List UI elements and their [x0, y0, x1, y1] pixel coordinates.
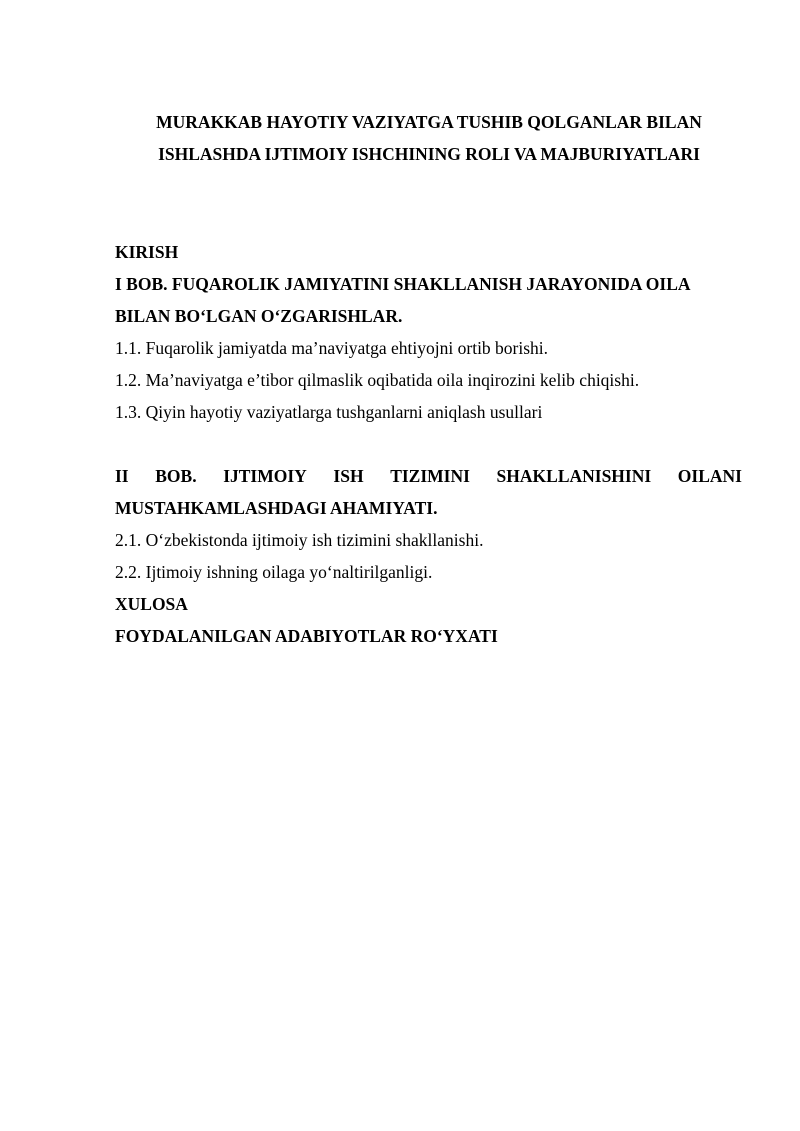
- toc-bibliography: FOYDALANILGAN ADABIYOTLAR RO‘YXATI: [115, 626, 498, 646]
- toc-chapter-1-line-2: BILAN BO‘LGAN O‘ZGARISHLAR.: [115, 306, 403, 326]
- document-title: [115, 106, 743, 170]
- toc-chapter-2-word: ISH: [333, 466, 364, 486]
- toc-chapter-2-line-1: [115, 460, 742, 492]
- toc-conclusion: XULOSA: [115, 594, 188, 614]
- toc-chapter-2-word: TIZIMINI: [390, 466, 470, 486]
- toc-chapter-2-word: IJTIMOIY: [223, 466, 307, 486]
- toc-section-2-1: 2.1. O‘zbekistonda ijtimoiy ish tizimini shakllanishi.: [115, 530, 484, 550]
- toc-chapter-1-line-1: I BOB. FUQAROLIK JAMIYATINI SHAKLLANISH JARAYONIDA OILA: [115, 274, 691, 294]
- toc-chapter-2-word: II: [115, 466, 129, 486]
- toc-chapter-2-line-2: MUSTAHKAMLASHDAGI AHAMIYATI.: [115, 498, 438, 518]
- toc-section-1-1: 1.1. Fuqarolik jamiyatda ma’naviyatga ehtiyojni ortib borishi.: [115, 338, 549, 358]
- title-line-2: ISHLASHDA IJTIMOIY ISHCHINING ROLI VA MAJBURIYATLARI: [158, 144, 700, 164]
- toc-chapter-2-word: OILANI: [677, 466, 742, 486]
- table-of-contents: [115, 236, 742, 652]
- toc-section-1-3: 1.3. Qiyin hayotiy vaziyatlarga tushganlarni aniqlash usullari: [115, 402, 543, 422]
- title-line-1: MURAKKAB HAYOTIY VAZIYATGA TUSHIB QOLGANLAR BILAN: [156, 112, 702, 132]
- toc-chapter-2-word: SHAKLLANISHINI: [496, 466, 652, 486]
- toc-intro: KIRISH: [115, 242, 179, 262]
- toc-spacer: [115, 428, 742, 460]
- toc-section-1-2: 1.2. Ma’naviyatga e’tibor qilmaslik oqibatida oila inqirozini kelib chiqishi.: [115, 370, 640, 390]
- toc-chapter-2-word: BOB.: [155, 466, 197, 486]
- toc-section-2-2: 2.2. Ijtimoiy ishning oilaga yo‘naltirilganligi.: [115, 562, 433, 582]
